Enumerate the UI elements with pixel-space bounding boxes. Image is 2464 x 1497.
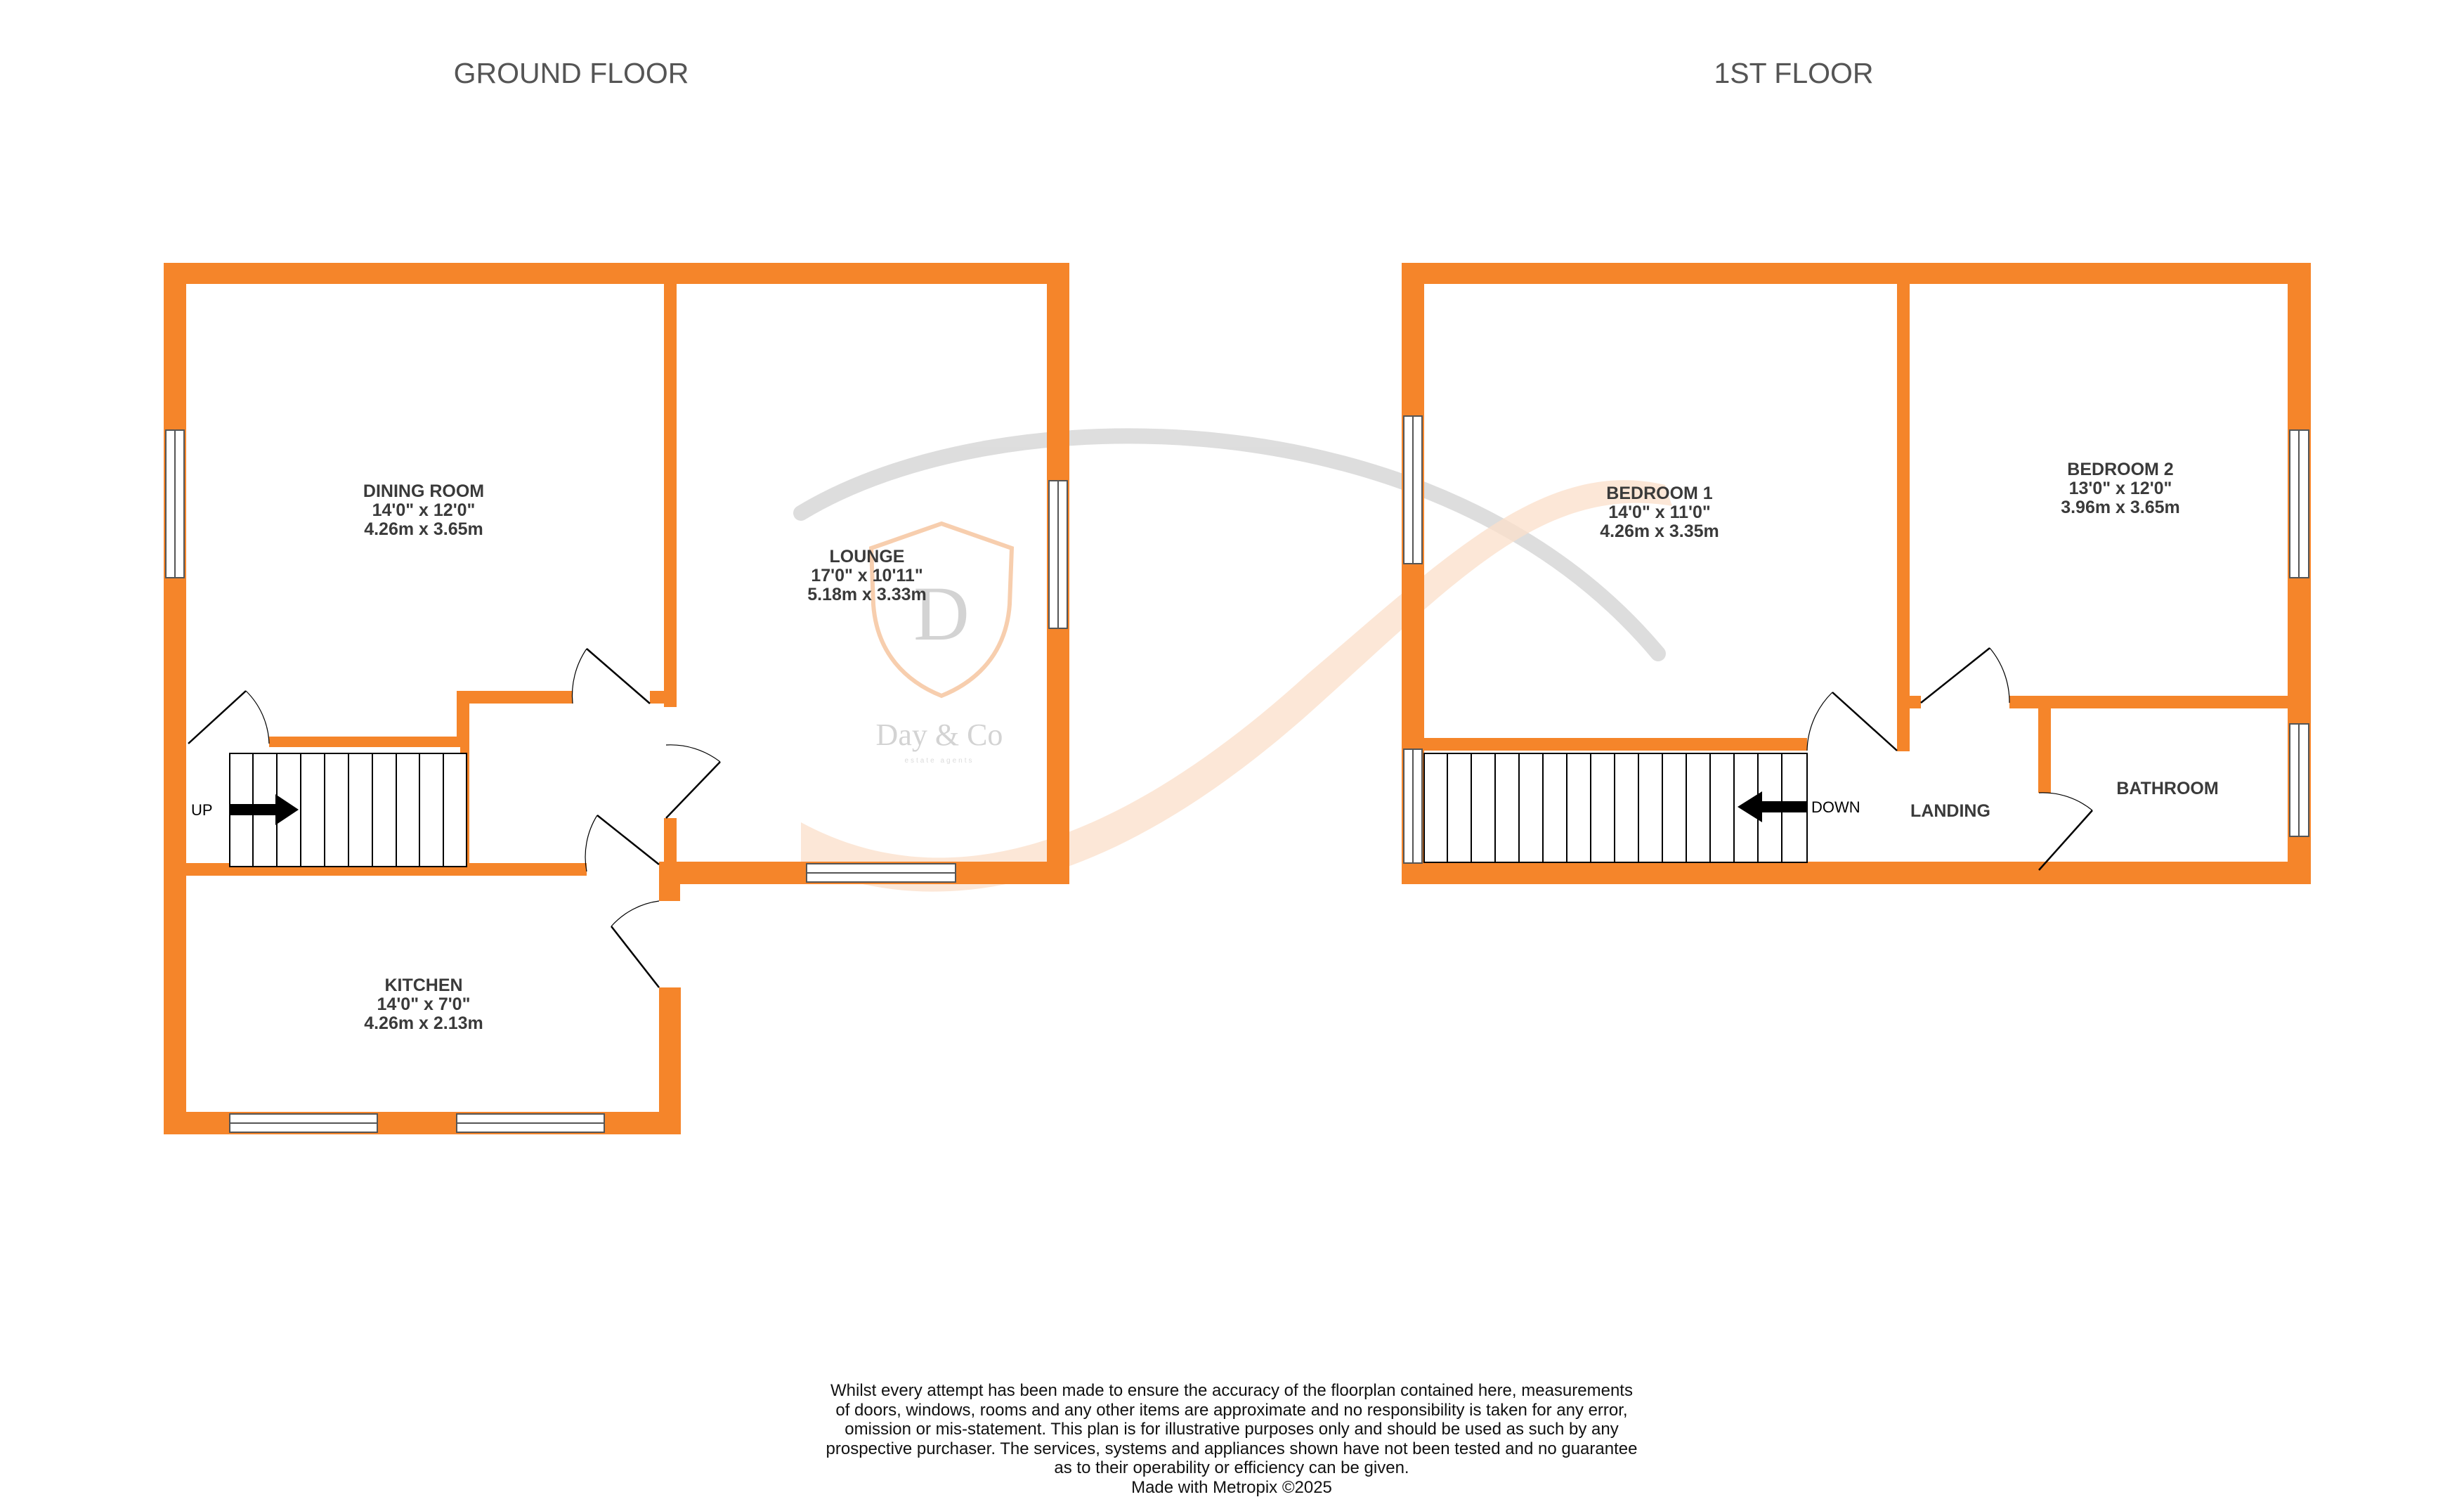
room-label-kitchen xyxy=(364,976,483,1033)
door-dining-lounge xyxy=(572,649,650,704)
watermark-brand: Day & Co xyxy=(876,718,1003,752)
window xyxy=(1049,481,1067,628)
window xyxy=(166,430,184,578)
room-name: KITCHEN xyxy=(384,976,462,995)
window xyxy=(1404,749,1422,863)
room-dimensions-metric: 5.18m x 3.33m xyxy=(807,585,927,604)
door-rear xyxy=(611,901,659,987)
window xyxy=(457,1114,604,1132)
room-dimensions-metric: 4.26m x 3.65m xyxy=(364,519,483,539)
door-bathroom xyxy=(2039,793,2092,870)
wall xyxy=(659,987,681,1134)
wall xyxy=(664,284,677,707)
room-name: BEDROOM 1 xyxy=(1606,484,1713,503)
wall xyxy=(2038,708,2051,793)
wall xyxy=(650,691,664,704)
window xyxy=(1404,416,1422,564)
wall xyxy=(1402,263,2311,284)
watermark-tagline: estate agents xyxy=(904,757,974,765)
wall xyxy=(164,263,186,1134)
room-dimensions-imperial: 17'0" x 10'11" xyxy=(811,566,923,585)
window xyxy=(2290,724,2309,836)
room-dimensions-imperial: 14'0" x 11'0" xyxy=(1608,503,1710,522)
room-dimensions-imperial: 14'0" x 12'0" xyxy=(372,500,476,520)
door-bedroom-2 xyxy=(1921,648,2009,703)
window xyxy=(807,864,956,882)
room-dimensions-metric: 3.96m x 3.65m xyxy=(2061,498,2180,517)
stairs-up-label: UP xyxy=(191,801,213,819)
disclaimer-line: Whilst every attempt has been made to ensure the accuracy of the floorplan contained here, measurements xyxy=(740,1381,1723,1401)
wall xyxy=(164,263,1069,284)
watermark-letter: D xyxy=(913,571,969,656)
window xyxy=(2290,430,2309,578)
wall xyxy=(269,737,469,747)
room-dimensions-metric: 4.26m x 2.13m xyxy=(364,1013,483,1033)
disclaimer-line: omission or mis-statement. This plan is for illustrative purposes only and should be used as such by any xyxy=(740,1420,1723,1439)
room-dimensions-imperial: 13'0" x 12'0" xyxy=(2069,479,2172,498)
disclaimer xyxy=(740,1381,1723,1497)
room-label-lounge xyxy=(807,547,927,604)
room-label-bedroom-1 xyxy=(1600,484,1719,541)
wall xyxy=(457,691,573,704)
wall xyxy=(1424,738,1807,751)
disclaimer-credit: Made with Metropix ©2025 xyxy=(740,1478,1723,1497)
door-bedroom-1 xyxy=(1807,692,1897,751)
room-name: BEDROOM 2 xyxy=(2067,460,2173,479)
window xyxy=(230,1114,377,1132)
room-label-bedroom-2 xyxy=(2061,460,2180,517)
room-label-bathroom: BATHROOM xyxy=(2116,779,2218,798)
disclaimer-line: prospective purchaser. The services, systems and appliances shown have not been tested and no guarantee xyxy=(740,1439,1723,1459)
wall xyxy=(1897,696,1921,708)
room-dimensions-imperial: 14'0" x 7'0" xyxy=(377,994,471,1014)
door-lounge xyxy=(666,745,720,818)
wall xyxy=(1402,862,2311,884)
ground-floor-title: GROUND FLOOR xyxy=(454,57,689,89)
disclaimer-line: of doors, windows, rooms and any other items are approximate and no responsibility is taken for any error, xyxy=(740,1401,1723,1420)
room-name: DINING ROOM xyxy=(363,481,484,501)
wall xyxy=(659,862,680,901)
door-dining-stairs xyxy=(188,691,269,744)
stairs-down-label: DOWN xyxy=(1811,798,1860,816)
ground-floor-plan xyxy=(164,263,1069,1134)
wall xyxy=(1897,284,1910,751)
wall xyxy=(2009,696,2288,708)
room-dimensions-metric: 4.26m x 3.35m xyxy=(1600,521,1719,541)
wall xyxy=(664,818,677,863)
room-name: LOUNGE xyxy=(830,547,905,566)
door-kitchen xyxy=(585,815,659,871)
first-floor-title: 1ST FLOOR xyxy=(1714,57,1873,89)
room-label-dining-room xyxy=(363,481,484,539)
disclaimer-line: as to their operability or efficiency can be given. xyxy=(740,1458,1723,1478)
room-label-landing: LANDING xyxy=(1910,801,1990,821)
